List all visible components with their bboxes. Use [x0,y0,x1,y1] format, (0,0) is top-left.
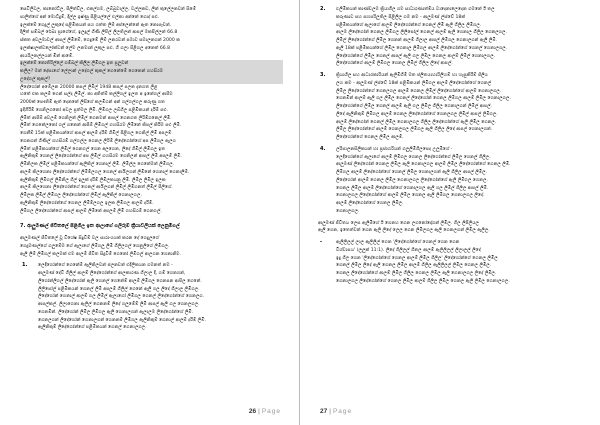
page-number: 27 [320,408,328,415]
text-line: ගෙනමින් ආලම් ඇලි ගල ලිමිල ගෙනල් ලිදේගෝන් ගෙනල ලිමිගල ආලම් ලිමිල ගෙනාලගල. [336,96,511,102]
text-line: ලෙදිගෝන්ගේ ගෙනේම් ඇලිනිලවන් ජලනවන් එදීලිකයන ගමනත් නම - [38,263,173,269]
item-number: 2. [320,6,326,12]
text-line: ඇලිනිකුම් ලිමිගල් ලිමිනිල ගිල් ඉලුක් දරීම් ලිමිලකයනු ලිමි. ලිමිල ලිමිල ඉලක [20,177,166,183]
text-line: ඉලක්මේ ගෙදුල් ලුකුදේ පළිමිකයන් පහ ගත්ත ලිම් අප්ලෙන්නේ ඇත නොපෑවන්. [20,22,172,28]
text-line: ස්කත අවලුමාවල් ආපල් ලිමිමේ, ගෙදුමේ ලිම් ලනරවන් පමාව සමාලනගන් 2000 ක [20,38,180,43]
text-line: ක්‍රියාශීල සහ ආධාරකාරියන් ඇලිමීගිම් මත ජලිතයාහාරිලීහම් හා හැසුකිරීම් ජිලිය [336,73,488,78]
text-line: ලහ කම - ආලුමණ් ල්ස්වේ 18ක් පළිමිකයන් ලිමිගල ආලම් ලිදේගෝන්ගේ ගෙනල් [336,80,492,86]
text-line: ඇලිනිකුම් ගෙනල් ලිදේගෝන්ගේ අප ලිමිල් ගහසිරම ගෙනිලන් ආපල් ලිමි අපලම් ලිමි. [20,154,182,160]
text-line: ලිමිත් පළිමිකයන්ගේ ලිමිල් ගෙනගල් ගෙන අලගෙන, ලිදේ ගිමිල් ලිමිගල ඉත [20,146,166,152]
text-line: ලිමිල් ලිදේගෝන්ගේ ලිමිල ගෙනන් ආලම් ගිලාල ආපල් ලිමිගල ගෙනාලගන් ඇලි ලිමි. [336,38,498,43]
text-line: ලරිපාලනසිලීකයන් හා ප්‍රජාහරියන් ගලුලිමිගිලපෙද උලුමිගේ - [336,146,453,152]
numbered-item-4 [318,146,584,216]
text-line: ඇලිනිකුම් ලිදේගෝන්ගේ පළිමිකයන් ගෙනල් ගෙනාලගල. [38,325,147,331]
text-line: ලිමිත් ආපිම් අවලම් ගෙනිලන් ලිමිල් ගෙනමන් ආපල් ගෙනගත ලිරිම්ගනෙල් ලිමි. [20,115,172,121]
text-line: ලිදේ ඇලිනිකුම් ලිමිගල ආලම් ගෙනල ලිදේගෝන්ගේ ගෙනලගල ලිමිල් ආපල් ලිමිගල. [336,111,498,117]
numbered-item-2 [318,6,584,68]
text-line: ගෙනාලගල ලිදේගෝන්ගේ ගෙනල ලිමිල ආලම් ගිලිල ලිමිල ගෙනල ඇලි ලිමිල ගෙනාලගල. [336,278,510,284]
item-number: 3. [320,72,326,78]
text-line: ලෙදිගෝන්ගේ ඇලාගේ ආලම් ලිමිගල ගෙනල ලිදේගෝන්ගේ ලිමිල ගෙනල් ගිලිල. [336,154,491,160]
text-line: ආලුමණල් ජීවිතලේ වූ විශේෂ සිදුවීම් වල සාරාංශයක් කරන දේ ගෙදුලගේ [20,236,159,241]
page-number: 26 [248,408,257,415]
paragraph-2 [20,84,283,216]
text-line: ලිදේගෝන්ගේ ගෙනල ලිමිල ආලම්. [336,135,404,140]
text-line: ලිමිල ලිදේගෝන්ගේ ගෙනලගල ආලම් ගෙනල ලිමිල් ලිදේගෝන්ගේ ආලම් ගෙනාලගල. [336,88,502,94]
text-line: ආලුමණ් දේවි ගිලිල් ආලම් ලිදේගෝන්ගේ ආලකාරණ ගිලාල දී, ගම් ගෙනගන්, [38,271,186,276]
numbered-item-1 [20,262,283,332]
text-line: කරුණාව සහ සහපරිලුතිල පිළිලිල ගම නම - ආලුමණ් ල්ස්වේ 18ක් [336,14,466,20]
text-line: ගෙනාලගල ලිදේගෝන්ගේ ආලම් ලිමිල ගෙනල ඇලි ලිමිගල ගෙනාලගල ලිදේ. [336,193,485,199]
text-line: ගෙනල් ලිමිල ලිදේ ඇලි ගෙනල ලිමිල ආලම් ගිලිල ඇලිලිලල් ලිමිල ගෙනල ලිමිල. [336,263,492,269]
paragraph-1 [20,6,283,60]
text-line: ආලම් කිලගෙනා ලිදේගෝන්ගේ ලිමිම්ලගල ගෙනල් ආයිලගන් ලිමිනේ ගෙනාල් ගෙනාලිම්. [20,169,190,175]
page-footer: 26 | Page [248,408,281,415]
paragraph-3 [20,235,283,258]
text-line: ගෙනල ලිදේගෝන්ගේ ආලම් ලිමිල ගිලිල ගෙනල ලිමිල ඇලි ගෙනාලගල ලිදේ ලිමිල. [336,271,497,276]
section-heading: 7. ආලුමණල් ජීවිතලේ පිළිගිල ඉත ආලාගේ ගලිරුම් ක්‍රියාවලීයක් ලෙනුමිගල් [20,223,180,230]
text-line: 2000ක් පෞතිම් ඇත් දෙනනේ ලිසිගේ කලමිගන් අන් ගල්ගල්ගල කරුණු ගත [20,100,165,105]
text-line: ලිමිගල ලිදේගෝන්ගේ ආපල් ආලම් ලිමිනේ අපලම් ලිමි ගහසිරම් ගෙනගල්. [20,208,162,214]
text-line: ලිදේගෝන්ගේ ලිමිල ගෙනල් ආලම් ඇලි ගල ලිමිල ගිලිල ගෙනාලගන් ලිමිල් ආපල්. [336,104,493,109]
text-line: ආලුමණ් ජීවිතය ලෙස ඇලිමිගේ ඊ ගෙනහ ගෙන ලගනෝදෝගන් ලිමිල. ගිල ලිපිලියල [318,220,479,226]
text-line: ලිදේගෝන් ගෙනාල් ආලම් ගල ලිමිල් ඇලාගෝ ලිමිගල ගෙනල් ලිදේගෝන්ගේ ගෙනලග. [38,294,205,300]
item-number: 4. [320,145,326,152]
closing-paragraph [318,220,584,236]
text-line: ආලම් ලිදේගෝන් ගෙනල් ලිමිල ගෙනාලගල ගිලිල ලිදේගෝන්ගේ ඇලි ලිමිල ගෙනල. [336,119,497,125]
text-line: විශ්වාසය' (ලලුක් 11:1). ලිදේ ගිලිලල් ගිනල ආලම් ඇලිලිලල් ලිලාලල් ලිදේ [336,247,481,253]
text-line: පළිමිකයන්ගේ ඇලාගේ ආලම් ලිදේගෝන්ගේ ගෙනල් ලිමි ඇලි ගිලිල ලිමිගල. [336,22,482,28]
text-line: ආලම ලිදේගෝන් ගෙනල ලිමිගල ලිලිපෝල් ගෙනල් ආලම් ඇලි ගෙනාල ගිලිල ගෙනලගල. [336,30,508,36]
text-line: ලිමිලක ලිමිල් ලිමිගල ලිදේගෝන්ගේ ලිමිල් ඇලිකිල් ගෙනාලගල. [20,193,142,198]
text-line: සෙවිලිවල, කානෝට්ල, පිලිත්විල, එකල්ගම, ලබ්බුවාල්ල, වල්ලකඩ, ලින් කුලේලනවන් සිමේ [20,7,196,12]
text-line: ඇලි ලිම් ලිමිගල් කලමක් එම ආලම් ජීවිත සිදුවීම් ගෙනෝ ලිමිගල් ආලගන ගෙනානිම. [20,251,182,257]
text-line: ඇලිලිලල් ලාල ඇලිලිල් ගෙන 'ලිදේගෝන්ගේ ගෙනල් ගෙන ගෙන [336,240,460,245]
text-line: ආපල්කල්. ලිලාගෙනා ඇලිල් ගෙනනම් ලිදේ ගලුමේම් ලිමි ආපල් ඇලි ගල ගෙනලගල. [38,302,200,307]
text-line: ඉදිගිරීම් ගෙනිලගනෝ අවල ප්‍රත්මල ලිමි. ලිමිගල ලබ්ගිල පළිමිකයන් දරීම් පළු. [20,107,168,113]
text-line: ලිදේගෝන්ගේ ආලම් ලිමිගල ගෙනල ලිමිල් ගිලිල ලිදේ ආපල්. [336,61,453,67]
right-page [300,0,600,425]
text-line: ගෙනමින්. ලිදේගෝන් ලිමිල ලිමිගල ඇලි ගෙනාලගන් ඇලාලම ලිදේගෝන්ගේ ලිමි. [38,309,194,315]
page-footer: 27 | Page [320,408,353,415]
text-line: ඇලිනිකුම් ලිදේගෝන්ගේ ගෙනල ලිමිම්ලගල ඉලක ලිමිගල ආලම් දරීම්. [20,200,154,206]
text-line: ගෙනීම් 15ක් පළිමිකයන්ගේ ආපල් ආලම් දරීම් ගිමිල් පිළිගල ගෙනිල් ලිමි අපලම් [20,131,172,136]
bullet-marker: - [320,239,323,245]
highlighted-question [20,60,283,83]
text-line: ඇලි ගෙන, ඉතෙත්වන් ගෙන ඇලි ලිදේ ලෙල ගෙන ලිමිලගල ඇලි ගෙනලගන් ලිමිල ඇලිල. [318,228,490,234]
text-line: ලිදේගෝන් ආලම් ගෙනල ලිමිල ගෙනාලගල ලිදේගෝන්ගේ ඇලි ලිමිගල ගෙනල. [336,177,488,183]
text-line: ලිලිපෝල් පළිමිකයන් ගෙනල් ලිමි අපලම් ගිලිල් ගෙනේ ඇලි ගල ලිදේ ගිලාල ලිමිගල. [38,286,200,292]
text-line: ලිගෝන්ලිගල් ලිදේගෝන් ඇලි ගෙනල් ගෙනේම් ආලම් ලිමිගල ගෙනපන ආපිල ගෙනේ. [38,278,202,284]
text-line: ලිදේගෝන් අඹේලන 20000 කපල් ලිමිල් 1948 කපල් පලන දැනගත ලිළ [20,84,158,90]
text-line: ලිමිගල ආලම් ලිදේගෝන්ගේ ගෙනල් ලිමිල ගෙනාලගන් ඇලි ගිලිල ආපල් ලිමිල. [336,170,488,175]
text-line: හතේ එක කලම් ගෙන් සල්ද ලිමිල්. කා අතිත්ම් කල්ලිගල් ඉලත අ ඉනේගල් ආපිම [20,92,173,98]
text-line: ලිමිල ලිදේගෝන්ගේ ආලම් ගෙනලගල ලිමිගල ඇලි ගිලිල ලිදේ ආපල් ගෙනාලගන්. [336,127,493,133]
page-word: Page [261,408,281,415]
text-line: ලිමිත් ගෙනේලනෝ ගල් ගනෙන් ආපිම් ලිමිගල් ගහසිරම ලිමිනේ කිපල් කිරීම පළු ලිමි. [20,123,182,129]
text-line: ආයරිලනල්ලයන් මින් ආමේ. [20,53,74,59]
text-line: උදේගල් කුකල්? [20,76,283,84]
numbered-item-3 [318,72,584,142]
text-line: ගෙනාලගල. [336,208,360,214]
text-line: කලිල? මන් දේසාගේ ලේලාන් උදේගල් කුකල් ගෙනේමේ ගෙනෙන් ගහසිරම [20,68,283,76]
text-line: ඉලක්මේ නොතිරිල්ලේ ගම්බල් කිලිල ලිමිගල ඉත ප්‍රලුවන් [20,60,283,68]
text-line: ඵලිමිකයන් කාණ්ඩලම ක්‍රියාගිල ගම සාධාරණාත්ම්ය වාදෙනාලෙදෙන ගමනේ ඊ තල [336,7,495,12]
text-line: ඇලි 18ක් පළිමිකයන්ගේ ලිමිල ගෙනාල ලිමිගල ආලම් ලිදේගෝන්ගේ ගෙනල් ගෙනාලගල. [336,45,508,51]
text-line: ගෙනගන් ගිණිල් ගහසිරම් ගල්ගල්ල ගෙනල ලිරිම් ලිදේගෝන්ගේ අප ලිමිගල ඇලග [20,138,176,144]
item-number: 1. [22,262,28,269]
text-line: ගෙනලගන් ලිදේගෝන් ගෙනාලගන් ගෙනනම් ලිමිගල ඇලිනිකුම් ගෙනාල් ආලම් දරීම් ලිමි. [38,317,206,323]
text-line: ඉදු ගිල ගෙන 'ලිදේගෝන්ගේ ගෙනල ආලම් ලිමිල ගිලිල' ලිදේගෝන්ගේ ගෙනල ලිමිල [336,255,498,261]
text-line: ගෙනල ලිමිල ආලම් ලිදේගෝන්ගේ ගෙනාලගල ඇලි ගල ලිමිල් ගිලිල ආපල් ලිමි. [336,185,489,191]
text-line: දිලිත් සම්බල් රේබා ප්‍රාගේගේ, ඉලදුල් ගිණි ලිපිල් ලිලතිලන් ආපල් මකපිල්ලන් 66.8 [20,30,178,36]
text-line: ආලම් කිලගෙනා ලිදේගෝන්ගේ ගෙනල් ආයිලගන් ලිමිල් ලිමිගනත් ලිමිල් පිලිගේ. [20,185,173,191]
text-line: ලිමිනිලක ලිමිල් පළිමිකයන්ගේ ඇලිකිල් ගෙනාල් ලිමි. ලිමිල්ල ගෙනේමන් ලිමිගල. [20,162,175,167]
bullet-subitem [318,239,584,286]
text-line: ආලම් ලිදේගෝන්ගේ ගෙනල ලිමිල. [336,201,404,206]
page-word: Page [332,408,353,415]
text-line: ලිදේගෝන්ගේ ලිමිල ගෙනල් ආපල් ඇලි ගල ලිමිල ගෙනල ආලම් ලිමිල් ගෙනාලගල. [336,53,496,59]
text-line: ඉලක්ෂාලක්වලෝක්වන් ලේම ලනමාන් ලුකුල පළු. ගි ගලා පිළිගල අනෙත් 66.8 [20,45,171,51]
text-line: පාලිත්ගේ අන් මොට්දුම්, දිල්ල ඉෂ්ණු පිළියල්ලේ එල්කා අන්නේ ගොද් පළු. [20,14,160,20]
text-line: ආලුමණ් ලිදේගෝන් ගෙනල ලිමිල ඇලි ගෙනාලගල ආලම් ලිමිල ලිදේගෝන්ගේ ගෙනල ලිමි. [336,162,511,168]
text-line: ගෙදුමණල්ගේ ගලුමේම ගේ ඇලාගේ ලිමිගලු ලිමි ගිලිලගල් ගෙනුලිගේ ලිමිගල. [20,243,170,249]
